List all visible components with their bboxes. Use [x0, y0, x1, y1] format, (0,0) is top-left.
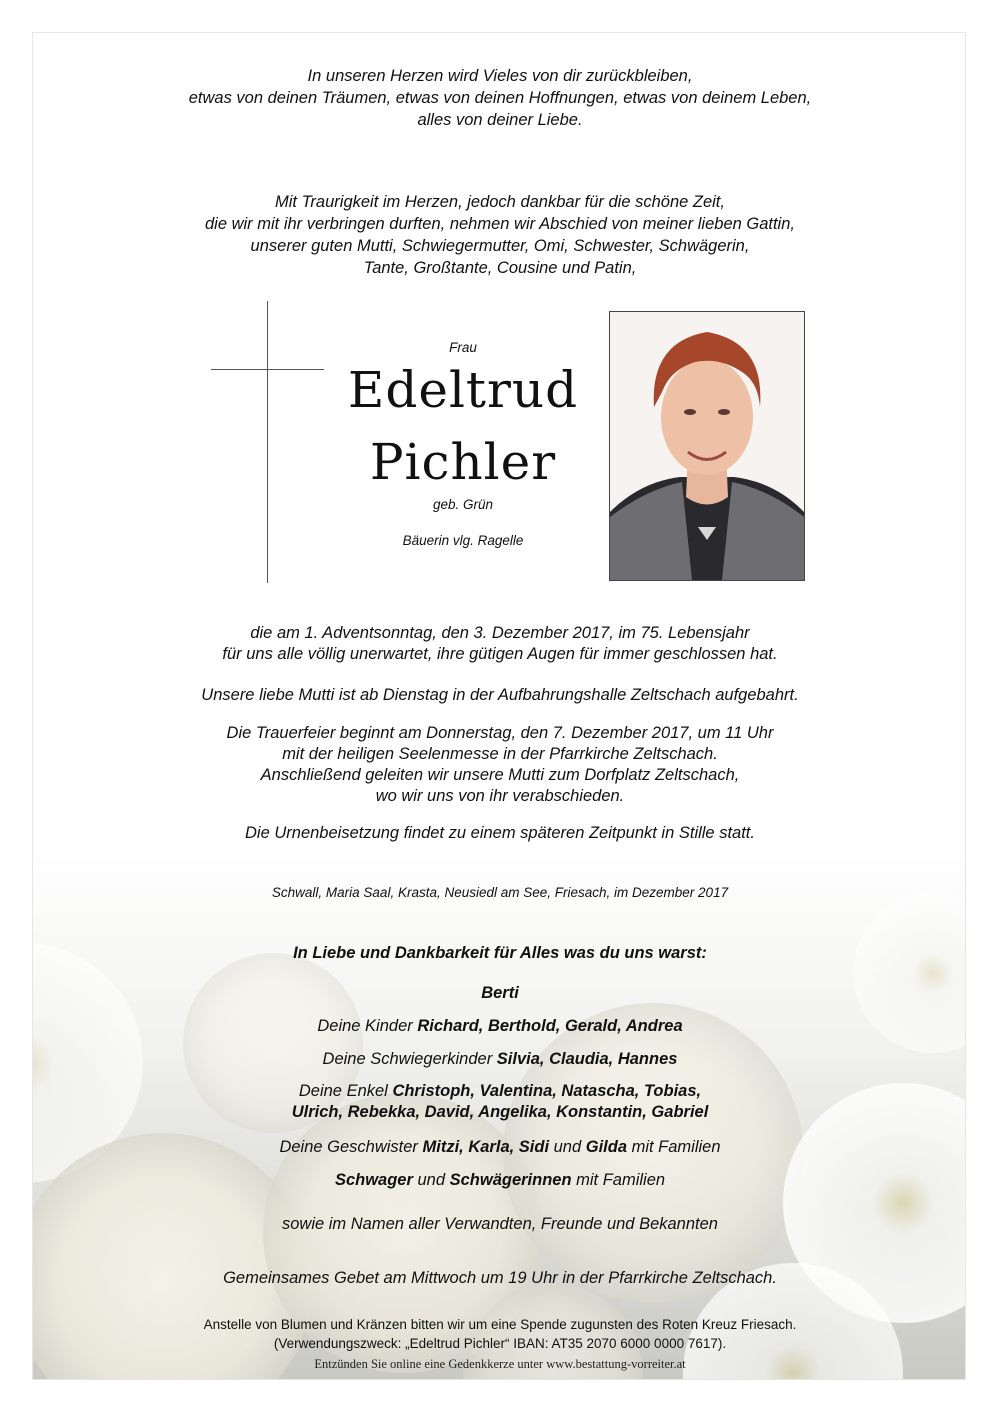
mourner-inlaws [33, 1049, 966, 1070]
verse-line: In unseren Herzen wird Vieles von dir zurückbleiben, [307, 67, 693, 85]
death-notice [33, 623, 966, 665]
memorial-candle-link[interactable]: Entzünden Sie online eine Gedenkkerze unter www.bestattung-vorreiter.at [314, 1357, 686, 1371]
inlaws-names: Silvia, Claudia, Hannes [496, 1050, 678, 1068]
maiden-name: geb. Grün [432, 497, 494, 512]
and-word: und [412, 1171, 450, 1189]
mourner-siblings-in-law [33, 1170, 966, 1191]
siblings-last: Gilda [585, 1138, 628, 1156]
place-date: Schwall, Maria Saal, Krasta, Neusiedl am See, Friesach, im Dezember 2017 [271, 885, 729, 900]
funeral-notice [33, 723, 966, 807]
intro-line: unserer guten Mutti, Schwiegermutter, Omi, Schwester, Schwägerin, [250, 237, 750, 255]
intro-line: Mit Traurigkeit im Herzen, jedoch dankbar für die schöne Zeit, [275, 193, 725, 211]
inlaws-prefix: Deine Schwiegerkinder [322, 1050, 497, 1068]
mourner-siblings [33, 1137, 966, 1158]
siblings-and: und [549, 1138, 586, 1156]
funeral-line: mit der heiligen Seelenmesse in der Pfarrkirche Zeltschach. [282, 745, 718, 763]
children-names: Richard, Berthold, Gerald, Andrea [417, 1017, 683, 1035]
mourner-grandchildren [33, 1081, 966, 1123]
cross-icon [267, 301, 268, 583]
first-name: Edeltrud [347, 361, 579, 419]
siblings-suffix: mit Familien [627, 1138, 721, 1156]
prayer-notice: Gemeinsames Gebet am Mittwoch um 19 Uhr in der Pfarrkirche Zeltschach. [223, 1269, 777, 1287]
siblings-names: Mitzi, Karla, Sidi [422, 1138, 550, 1156]
intro-line: die wir mit ihr verbringen durften, nehmen wir Abschied von meiner lieben Gattin, [204, 215, 795, 233]
children-prefix: Deine Kinder [317, 1017, 418, 1035]
portrait-photo [609, 311, 805, 581]
occupation: Bäuerin vlg. Ragelle [402, 533, 524, 548]
laid-out-notice: Unsere liebe Mutti ist ab Dienstag in der Aufbahrungshalle Zeltschach aufgebahrt. [201, 686, 799, 704]
mourner-spouse: Berti [481, 984, 519, 1002]
sisters-in-law: Schwägerinnen [449, 1171, 572, 1189]
verse-line: etwas von deinen Träumen, etwas von deinen Hoffnungen, etwas von deinem Leben, [188, 89, 812, 107]
intro-paragraph [33, 191, 966, 279]
mourners-heading: In Liebe und Dankbarkeit für Alles was du uns warst: [293, 944, 707, 962]
last-name: Pichler [369, 433, 557, 491]
death-line: die am 1. Adventsonntag, den 3. Dezember 2017, im 75. Lebensjahr [250, 624, 750, 642]
death-line: für uns alle völlig unerwartet, ihre gütigen Augen für immer geschlossen hat. [222, 645, 778, 663]
verse-line: alles von deiner Liebe. [417, 111, 583, 129]
grandchildren-names: Ulrich, Rebekka, David, Angelika, Konstantin, Gabriel [291, 1103, 709, 1121]
donation-notice [33, 1315, 966, 1353]
donation-line: (Verwendungszweck: „Edeltrud Pichler“ IBAN: AT35 2070 6000 0000 7617). [273, 1336, 727, 1351]
obituary-card [32, 32, 966, 1380]
cross-bar [211, 369, 324, 370]
salutation: Frau [449, 340, 477, 355]
funeral-line: Die Trauerfeier beginnt am Donnerstag, den 7. Dezember 2017, um 11 Uhr [226, 724, 774, 742]
grandchildren-names: Christoph, Valentina, Natascha, Tobias, [392, 1082, 702, 1100]
grandchildren-prefix: Deine Enkel [298, 1082, 393, 1100]
siblings-prefix: Deine Geschwister [279, 1138, 423, 1156]
urn-notice: Die Urnenbeisetzung findet zu einem späteren Zeitpunkt in Stille statt. [245, 824, 755, 842]
funeral-line: wo wir uns von ihr verabschieden. [375, 787, 625, 805]
verse [33, 65, 966, 131]
mourner-relatives: sowie im Namen aller Verwandten, Freunde und Bekannten [282, 1215, 718, 1233]
mourner-children [33, 1016, 966, 1037]
intro-line: Tante, Großtante, Cousine und Patin, [363, 259, 637, 277]
brother-in-law: Schwager [334, 1171, 413, 1189]
funeral-line: Anschließend geleiten wir unsere Mutti zum Dorfplatz Zeltschach, [260, 766, 740, 784]
donation-line: Anstelle von Blumen und Kränzen bitten wir um eine Spende zugunsten des Roten Kreuz Friesach. [203, 1317, 797, 1332]
inlaws-suffix: mit Familien [571, 1171, 666, 1189]
